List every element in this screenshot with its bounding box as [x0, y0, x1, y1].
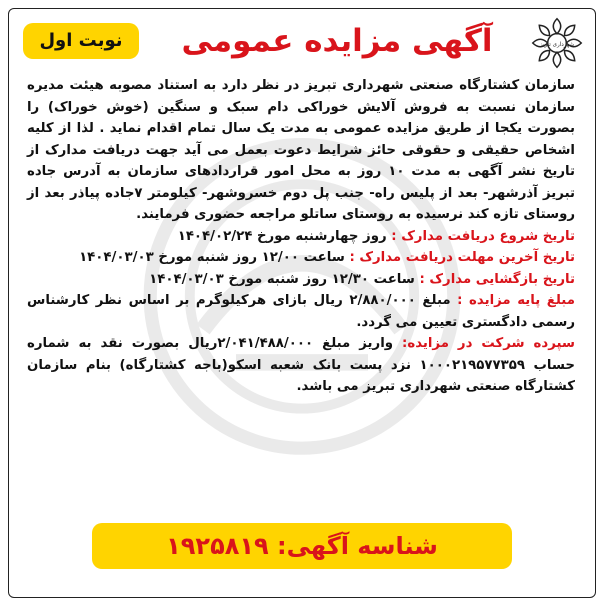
item-text: واریز مبلغ ۲/۰۴۱/۴۸۸/۰۰۰ریال بصورت نقد به شماره حساب ۱۰۰۰۲۱۹۵۷۷۳۵۹ نزد پست بانک شعبه اسکو(باجه کشتارگاه) بنام سازمان کشتارگاه صنعتی شهرداری تبریز می باشد.	[27, 336, 576, 394]
item-text: ساعت ۱۲/۰۰ روز شنبه مورخ ۱۴۰۴/۰۳/۰۳	[79, 250, 350, 265]
item-deadline	[27, 247, 575, 269]
item-text: ساعت ۱۲/۳۰ روز شنبه مورخ ۱۴۰۴/۰۳/۰۳	[149, 271, 420, 287]
item-label: مبلغ پایه مزایده :	[457, 293, 575, 308]
item-label: سپرده شرکت در مزایده:	[402, 336, 575, 351]
item-deposit	[27, 333, 575, 398]
item-label: تاریخ بازگشایی مدارک :	[419, 271, 575, 287]
item-label: تاریخ شروع دریافت مدارک :	[391, 228, 575, 244]
item-start-date	[27, 226, 575, 248]
item-label: تاریخ آخرین مهلت دریافت مدارک :	[349, 250, 575, 265]
ad-body	[9, 75, 595, 398]
item-text: روز چهارشنبه مورخ ۱۴۰۴/۰۲/۲۴	[177, 228, 392, 244]
round-badge: نوبت اول	[23, 23, 139, 59]
page-title: آگهی مزایده عمومی	[181, 23, 493, 59]
ad-id-banner: شناسه آگهی: ۱۹۲۵۸۱۹	[92, 523, 512, 569]
item-base-price	[27, 290, 575, 333]
svg-text:شهرداری تبریز: شهرداری تبریز	[539, 41, 575, 48]
intro-paragraph: سازمان کشتارگاه صنعتی شهرداری تبریز در نظر دارد به استناد مصوبه هیئت مدیره سازمان نسبت به فروش آلایش خوراکی دام سبک و سنگین (خوش خوراک) را بصورت یکجا از طریق مزایده عمومی به مدت یک سال تمام اقدام نماید . لذا از کلیه اشخاص حقیقی و حقوقی حائز شرایط دعوت بعمل می آید جهت دریافت مدارک از تاریخ نشر آگهی به مدت ۱۰ روز به محل امور قراردادهای سازمان به آدرس جاده تبریز آذرشهر- بعد از پلیس راه- جنب پل دوم خسروشهر- کیلومتر ۷جاده پیاذر بعد از روستای تازه کند نرسیده به روستای ساتلو مراجعه حضوری فرمایند.	[27, 78, 575, 222]
municipality-logo-icon	[529, 15, 585, 71]
item-text: مبلغ ۲/۸۸۰/۰۰۰ ریال بازای هرکیلوگرم بر اساس نظر کارشناس رسمی دادگستری تعیین می گردد.	[27, 293, 575, 330]
item-opening	[27, 269, 575, 291]
ad-frame	[8, 8, 596, 598]
header	[9, 9, 595, 75]
